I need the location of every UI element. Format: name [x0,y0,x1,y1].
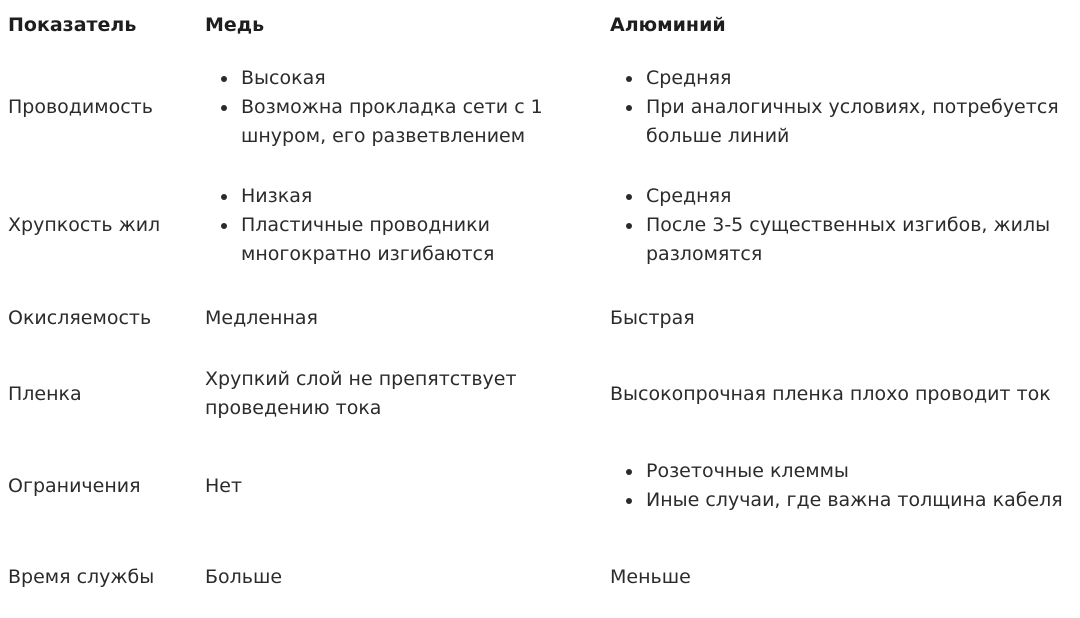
table-row [8,536,1080,618]
table-header-row [8,0,1080,48]
indicator-cell: Ограничения [8,474,141,497]
indicator-cell: Время службы [8,565,155,588]
bullet-list [205,64,610,151]
list-item: Возможна прокладка сети с 1 шнуром, его разветвлением [241,93,610,151]
header-aluminum: Алюминий [610,14,726,36]
aluminum-cell: Меньше [610,565,691,588]
header-indicator: Показатель [8,14,137,36]
indicator-cell: Хрупкость жил [8,213,161,236]
table-row [8,352,1080,436]
list-item: Пластичные проводники многократно изгибаются [241,211,610,269]
indicator-cell: Окисляемость [8,306,152,329]
list-item: После 3-5 существенных изгибов, жилы разломятся [646,211,1080,269]
aluminum-cell [610,436,1080,536]
aluminum-cell [610,166,1080,284]
list-item: Розеточные клеммы [646,457,1080,486]
copper-cell: Медленная [205,306,318,329]
table-row [8,436,1080,536]
bullet-list [610,457,1080,515]
copper-cell: Нет [205,474,243,497]
list-item: Иные случаи, где важна толщина кабеля [646,486,1080,515]
table-row [8,166,1080,284]
aluminum-cell [610,48,1080,166]
list-item: Средняя [646,182,1080,211]
bullet-list [205,182,610,269]
copper-cell [205,48,610,166]
indicator-cell: Пленка [8,382,82,405]
list-item: При аналогичных условиях, потребуется больше линий [646,93,1080,151]
aluminum-cell: Быстрая [610,306,695,329]
aluminum-cell: Высокопрочная пленка плохо проводит ток [610,382,1051,405]
bullet-list [610,182,1080,269]
copper-cell [205,166,610,284]
indicator-cell: Проводимость [8,95,153,118]
table-row [8,48,1080,166]
list-item: Высокая [241,64,610,93]
list-item: Средняя [646,64,1080,93]
bullet-list [610,64,1080,151]
header-copper: Медь [205,14,265,36]
copper-cell: Больше [205,565,283,588]
copper-cell: Хрупкий слой не препятствует проведению тока [205,368,517,419]
table-row [8,284,1080,352]
list-item: Низкая [241,182,610,211]
comparison-table [8,0,1080,618]
